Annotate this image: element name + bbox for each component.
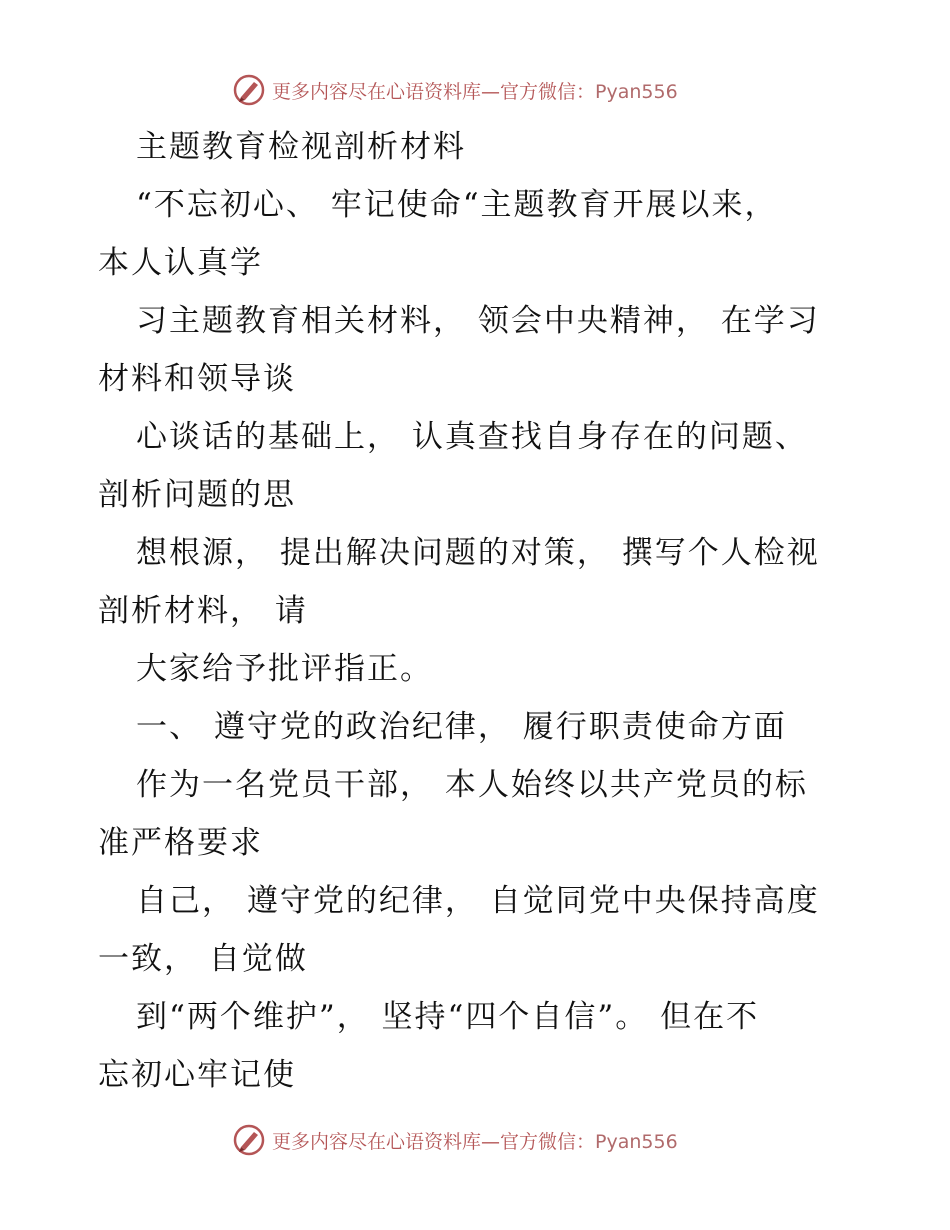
paragraph-line: 忘初心牢记使 bbox=[98, 1057, 296, 1093]
paragraph-line: 准严格要求 bbox=[98, 825, 263, 861]
paragraph-line: 习主题教育相关材料， 领会中央精神， 在学习 bbox=[136, 303, 820, 339]
paragraph-line: 想根源， 提出解决问题的对策， 撰写个人检视 bbox=[136, 535, 820, 571]
paragraph-line: 到“两个维护”， 坚持“四个自信”。 但在不 bbox=[136, 999, 760, 1035]
document-title: 主题教育检视剖析材料 bbox=[136, 129, 466, 165]
paragraph-line: 心谈话的基础上， 认真查找自身存在的问题、 bbox=[136, 419, 808, 455]
paragraph-line: 一致， 自觉做 bbox=[98, 941, 308, 977]
paragraph-line: 剖析问题的思 bbox=[98, 477, 296, 513]
paragraph-line: “不忘初心、 牢记使命“主题教育开展以来， bbox=[136, 187, 778, 223]
watermark-account: Pyan556 bbox=[595, 80, 678, 103]
watermark-text: 更多内容尽在心语资料库—官方微信：Pyan556 bbox=[272, 1130, 678, 1153]
paragraph-line: 本人认真学 bbox=[98, 245, 263, 281]
watermark-header bbox=[232, 72, 732, 108]
paragraph-line: 剖析材料， 请 bbox=[98, 593, 308, 629]
paragraph-line: 作为一名党员干部， 本人始终以共产党员的标 bbox=[136, 767, 808, 803]
pen-logo-icon bbox=[232, 1123, 266, 1157]
paragraph-line: 材料和领导谈 bbox=[98, 361, 296, 397]
watermark-text: 更多内容尽在心语资料库—官方微信：Pyan556 bbox=[272, 80, 678, 103]
section-heading: 一、 遵守党的政治纪律， 履行职责使命方面 bbox=[136, 709, 787, 745]
document-body bbox=[98, 128, 858, 1114]
paragraph-line: 自己， 遵守党的纪律， 自觉同党中央保持高度 bbox=[136, 883, 820, 919]
watermark-account: Pyan556 bbox=[595, 1130, 678, 1153]
watermark-footer bbox=[232, 1122, 732, 1158]
paragraph-line: 大家给予批评指正。 bbox=[136, 651, 433, 687]
pen-logo-icon bbox=[232, 73, 266, 107]
